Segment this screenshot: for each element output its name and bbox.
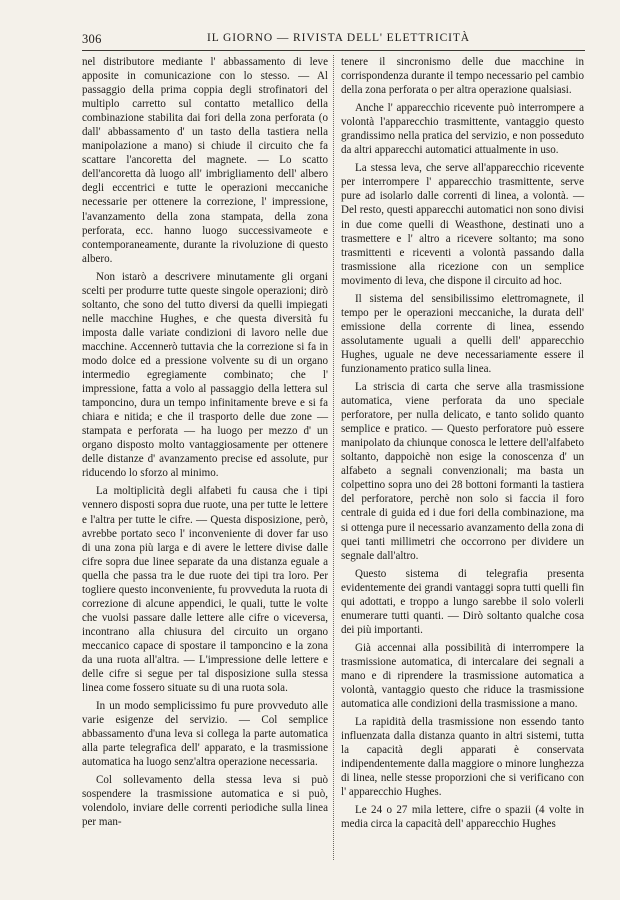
running-title: IL GIORNO — RIVISTA DELL' ELETTRICITÀ bbox=[206, 32, 471, 44]
paragraph: La rapidità della trasmissione non essendo tanto influenzata dalla distanza quanto in altri sistemi, tutta la capacità degli apparati è conservata indipendentemente dalla maggiore o minore lunghezza di linea, nelle stesse proporzioni che si verificano con l' apparecchio Hughes. bbox=[341, 716, 584, 799]
right-column bbox=[341, 55, 584, 831]
paragraph: nel distributore mediante l' abbassamento di leve apposite in comunicazione con lo stesso. — Al passaggio della prima coppia degli strofinatori del multiplo carretto sul contatto metallico della combinazione stabilita dai fori della zona perforata (o dall' abbassamento d' un tasto della tastiera nella manipolazione a mano) si chiude il circuito che fa scattare l'ancoretta del magnete. — Lo scatto dell'ancoretta dà luogo all' imbrigliamento dell' albero degli eccentrici e tutte le operazioni meccaniche necessarie per ottenere la correzione, l' impressione, l'avanzamento della zona stampata, della zona perforata, ecc. hanno luogo successivameote e contemporaneamente, durante la rivoluzione di questo albero. bbox=[82, 56, 328, 265]
paragraph: Il sistema del sensibilissimo elettromagnete, il tempo per le operazioni meccaniche, la durata dell' emissione della corrente di linea, essendo assolutamente uguali a quelli dell' apparecchio Hughes, uguale ne deve necessariamente essere il funzionamento pratico sulla linea. bbox=[341, 292, 584, 375]
running-header bbox=[82, 30, 585, 50]
paragraph: La striscia di carta che serve alla trasmissione automatica, viene perforata da uno speciale perforatore, per nulla delicato, e tanto solido quanto semplice e pratico. — Questo perforatore può essere manipolato da chiunque conosca le lettere dell'alfabeto soltanto, dappoichè non esige la conoscenza d' un alfabeto a segnali convenzionali; ma basta un colpettino sopra uno dei 28 bottoni formanti la tastiera del perforatore, perchè non solo si faccia il foro centrale di guida ed i due fori della combinazione, ma si ottenga pure il necessario avanzamento della zona di quei tanti millimetri che occorrono per dividere un segnale dall'altro. bbox=[341, 381, 584, 562]
left-column bbox=[82, 55, 328, 830]
paragraph: In un modo semplicissimo fu pure provveduto alle varie esigenze del servizio. — Col semplice abbassamento d'una leva si collega la parte automatica alla parte telegrafica dell' apparato, e la trasmissione automatica ha luogo senz'altra operazione necessaria. bbox=[82, 700, 328, 769]
paragraph: La stessa leva, che serve all'apparecchio ricevente per interrompere l' apparecchio trasmittente, serve pure ad isolarlo dalle correnti di linea, a volontà. — Del resto, questi apparecchi automatici non sono divisi in due come quelli di Weasthone, destinati uno a trasmettere e l' altro a ricevere soltanto; ma sono trasmittenti e riceventi a volontà passando dalla trasmissione alla ricezione con un semplice movimento di leva, che dispone il circuito ad hoc. bbox=[341, 162, 584, 287]
paragraph: Le 24 o 27 mila lettere, cifre o spazii (4 volte in media circa la capacità dell' apparecchio Hughes bbox=[341, 804, 584, 831]
paragraph: Anche l' apparecchio ricevente può interrompere a volontà l'apparecchio trasmittente, vantaggio questo grandissimo nella pratica del servizio, e non posseduto da altri apparecchi automatici attualmente in uso. bbox=[341, 102, 584, 157]
page-number: 306 bbox=[82, 32, 102, 46]
paragraph: Col sollevamento della stessa leva si può sospendere la trasmissione automatica e si può, volendolo, inviare delle correnti periodiche sulla linea per man- bbox=[82, 774, 328, 829]
column-divider bbox=[333, 55, 334, 860]
header-rule bbox=[82, 50, 585, 51]
paragraph: La moltiplicità degli alfabeti fu causa che i tipi vennero disposti sopra due ruote, una per tutte le lettere e l'altra per tutte le cifre. — Questa disposizione, però, avrebbe portato seco l' inconveniente di dover far uso di una zona più larga e di avere le lettere divise dalle cifre sopra due linee separate da una distanza eguale a quella che passa tra le due ruote dei tipi tra loro. Per togliere questo inconveniente, fu provveduta la ruota di correzione di alcune appendici, le quali, tutte le volte che vuolsi passare dalle lettere alle cifre o viceversa, incontrano alla chiusura del circuito un organo meccanico capace di spostare il tamponcino e la zona da una ruota all'altra. — L'impressione delle lettere e delle cifre si segue per tal disposizione sulla stessa linea come fossero situate su di una ruota sola. bbox=[82, 485, 328, 695]
paragraph: Non istarò a descrivere minutamente gli organi scelti per produrre tutte queste singole operazioni; dirò soltanto, che sono del tutto diversi da quelli impiegati nelle macchine Hughes, e che questa diversità fu imposta dalle variate condizioni di lavoro nelle due macchine. Accennerò tuttavia che la correzione si fa in modo dolce ed a pressione volvente su di un organo intermedio egregiamente combinato; che l' impressione, fatta a volo al passaggio della lettera sul tamponcino, dura un tempo infinitamente breve e si fa chiara e nitida; e che il trasporto delle due zone — stampata e perforata — ha luogo per mezzo d' un organo disposto molto vantaggiosamente per ottenere delle distanze d' avanzamento precise ed assolute, pur riducendo lo sforzo al minimo. bbox=[82, 270, 328, 480]
paragraph: Questo sistema di telegrafia presenta evidentemente dei grandi vantaggi sopra tutti quelli fin qui adottati, e troppo a lungo sarebbe il solo volerli enumerare tutti quanti. — Dirò soltanto qualche cosa dei più importanti. bbox=[341, 567, 584, 636]
paragraph: Già accennai alla possibilità di interrompere la trasmissione automatica, di intercalare dei segnali a mano e di riprendere la trasmissione automatica a volontà, vantaggio questo che riduce la trasmissione automatica alle condizioni della trasmissione a mano. bbox=[341, 641, 584, 711]
paragraph: tenere il sincronismo delle due macchine in corrispondenza durante il tempo necessario pel cambio della zona perforata o per altra operazione qualsiasi. bbox=[341, 56, 584, 97]
